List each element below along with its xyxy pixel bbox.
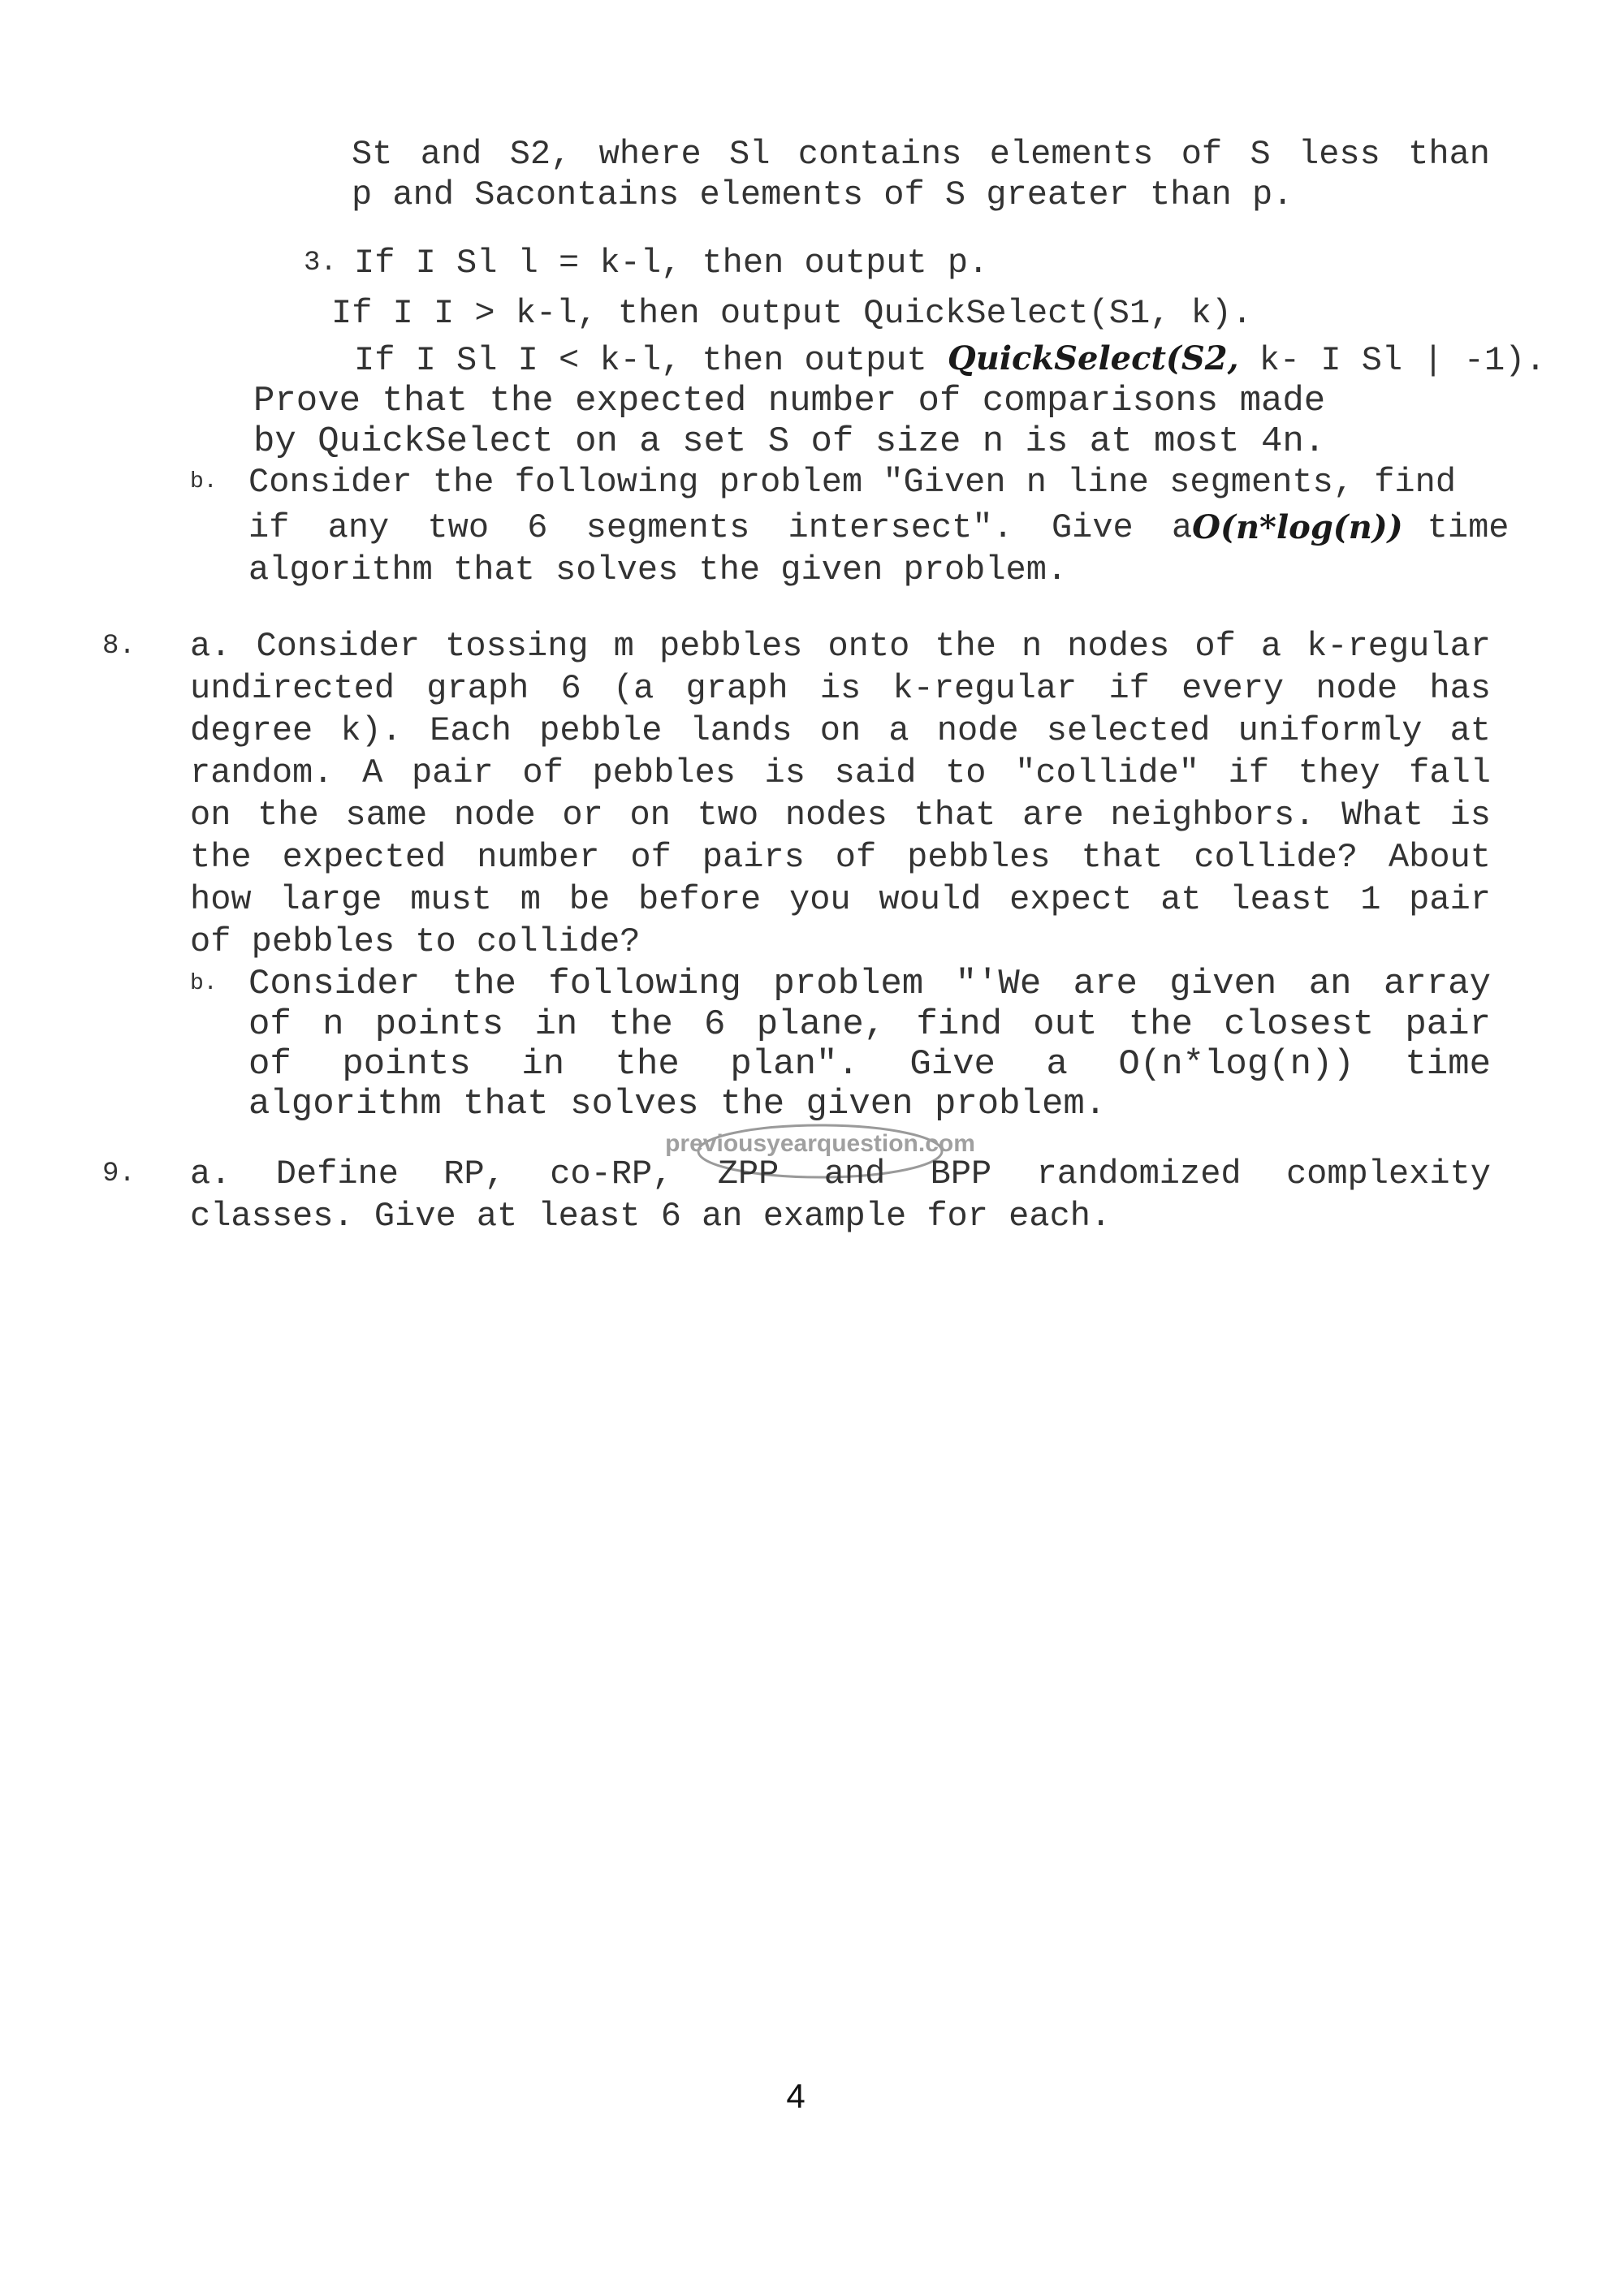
q7-part-b-line2-post: time: [1427, 508, 1510, 547]
q7-prove-line1: Prove that the expected number of comparisons made: [253, 381, 1326, 421]
q7-step3-line3-pre: If I Sl I < k-l, then output: [354, 341, 948, 380]
page-number: 4: [786, 2077, 806, 2115]
q8-part-a-last-line: of pebbles to collide?: [190, 922, 641, 961]
q7-part-b-line3: algorithm that solves the given problem.: [248, 550, 1068, 589]
q7-part-b-line2-tail: [1192, 507, 1509, 549]
q8-part-a-line: undirected graph 6 (a graph is k-regular if every node has: [190, 669, 1491, 708]
q7-step2-line1: St and S2, where Sl contains elements of S less than: [352, 135, 1490, 174]
q7-prove-line2: by QuickSelect on a set S of size n is at most 4n.: [253, 421, 1326, 462]
q8-part-a-line: random. A pair of pebbles is said to "collide" if they fall: [190, 753, 1491, 792]
q8-part-a-line: a. Consider tossing m pebbles onto the n nodes of a k-regular: [190, 627, 1491, 666]
q7-part-b-label: b.: [190, 469, 218, 494]
complexity-formula: O(n*log(n)): [1192, 508, 1403, 546]
q9-line2: classes. Give at least 6 an example for each.: [190, 1197, 1112, 1236]
q7-part-b-line2-pre: if any two 6 segments intersect". Give a: [248, 508, 1193, 547]
q7-part-b-line1: Consider the following problem "Given n line segments, find: [248, 463, 1457, 502]
watermark-text: previousyearquestion.com: [665, 1130, 975, 1157]
q7-step3-line3-post: k- I Sl | -1).: [1238, 341, 1546, 380]
quickselect-formula: QuickSelect(S2,: [947, 339, 1239, 378]
q7-step2-line2: p and Sacontains elements of S greater than p.: [352, 175, 1294, 214]
q8-part-a-line: the expected number of pairs of pebbles that collide? About: [190, 838, 1491, 877]
q7-step3-line1: If I Sl l = k-l, then output p.: [354, 244, 989, 283]
q7-step3-line3: [354, 338, 1546, 382]
q8-part-b-line: of n points in the 6 plane, find out the closest pair: [248, 1004, 1491, 1045]
q8-part-a-line: on the same node or on two nodes that are neighbors. What is: [190, 796, 1491, 835]
q8-part-b-label: b.: [190, 971, 218, 996]
q8-part-b-line: Consider the following problem "'We are given an array: [248, 964, 1491, 1004]
q8-part-b-last-line: algorithm that solves the given problem.: [248, 1084, 1107, 1124]
q7-step3-number: 3.: [304, 248, 337, 278]
q8-part-a-line: degree k). Each pebble lands on a node selected uniformly at: [190, 711, 1491, 750]
q8-number: 8.: [102, 631, 136, 662]
q8-part-b-line: of points in the plan". Give a O(n*log(n)) time: [248, 1044, 1491, 1085]
q7-step3-line2: If I I > k-l, then output QuickSelect(S1, k).: [331, 294, 1253, 333]
q9-number: 9.: [102, 1159, 136, 1189]
q9-line1: a. Define RP, co-RP, ZPP and BPP randomized complexity: [190, 1154, 1491, 1193]
q8-part-a-line: how large must m be before you would expect at least 1 pair: [190, 880, 1491, 919]
q7-part-b-line2: [248, 507, 1510, 549]
